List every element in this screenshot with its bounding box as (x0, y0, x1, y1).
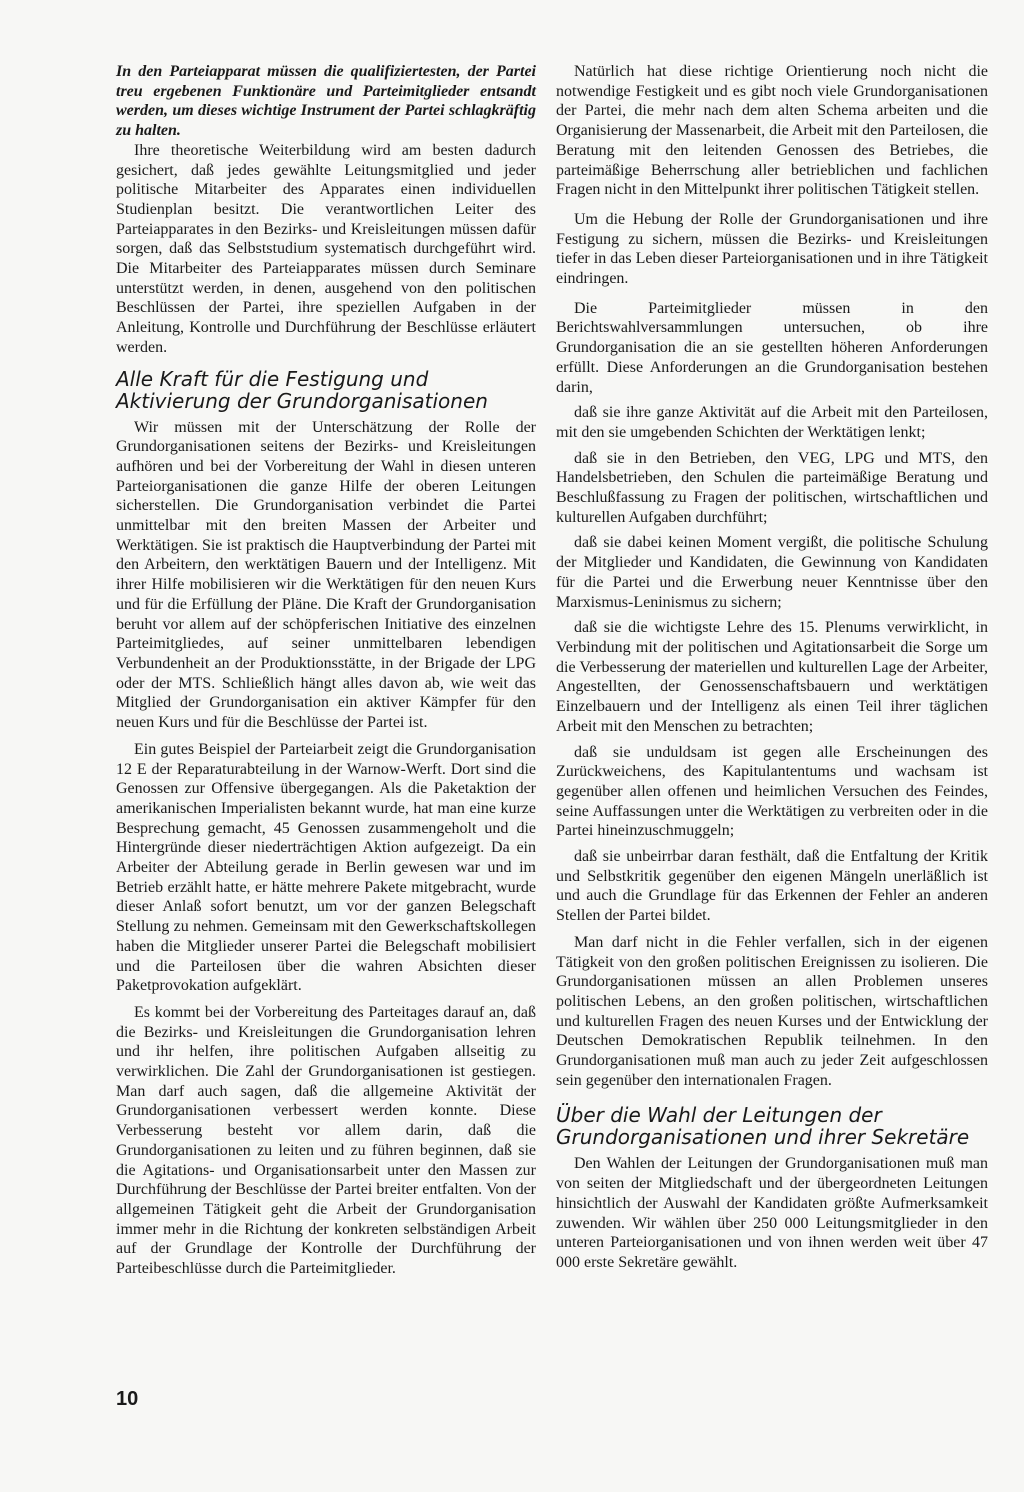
paragraph: Natürlich hat diese richtige Orientierung noch nicht die notwendige Festigkeit und es gibt noch viele Grundorganisationen der Partei, die mehr nach dem alten Schema arbeiten und die Organisierung der Massenarbeit, die Arbeit mit den Parteilosen, die Beratung mit den leitenden Genossen des Betriebes, die parteimäßige Beherrschung aller betrieblichen und fachlichen Fragen nicht in den Mittelpunkt ihrer politischen Tätigkeit stellen. (556, 63, 988, 199)
paragraph: Ihre theoretische Weiterbildung wird am besten dadurch gesichert, daß jedes gewählte Leitungsmitglied und jeder politische Mitarbeiter des Apparates einen individuellen Studienplan besitzt. Die verantwortlichen Leiter des Parteiapparates in den Bezirks- und Kreisleitungen müssen dafür sorgen, daß das Selbststudium systematisch durchgeführt wird. Die Mitarbeiter des Parteiapparates müssen durch Seminare unterstützt werden, in denen, ausgehend von den politischen Beschlüssen der Partei, ihre speziellen Aufgaben in der Anleitung, Kontrolle und Durchführung der Beschlüsse erläutert werden. (116, 141, 536, 356)
section-heading: Über die Wahl der Leitungen der Grundorganisationen und ihrer Sekretäre (556, 1103, 970, 1150)
right-column (556, 62, 988, 1279)
list-item: daß sie ihre ganze Aktivität auf die Arbeit mit den Parteilosen, mit den sie umgebenden Schichten der Werktätigen lenkt; (556, 404, 988, 441)
paragraph: Den Wahlen der Leitungen der Grundorganisationen muß man von seiten der Mitgliedschaft und der übergeordneten Leitungen hinsichtlich der Auswahl der Kandidaten größte Aufmerksamkeit zuwenden. Wir wählen über 250 000 Leitungsmitglieder in den unteren Parteiorganisationen und von ihnen werden weit über 47 000 erste Sekretäre gewählt. (556, 1155, 988, 1271)
list-item: daß sie unbeirrbar daran festhält, daß die Entfaltung der Kritik und Selbstkritik gegenüber den eigenen Mängeln unerläßlich ist und auch die Grundlage für das Erkennen der Fehler an anderen Stellen der Partei bildet. (556, 848, 988, 925)
section-heading: Alle Kraft für die Festigung und Aktivierung der Grundorganisationen (116, 366, 488, 413)
list-item: daß sie dabei keinen Moment vergißt, die politische Schulung der Mitglieder und Kandidaten, die Gewinnung von Kandidaten für die Partei und die Erwerbung neuer Kenntnisse über den Marxismus-Leninismus zu sichern; (556, 534, 988, 611)
paragraph: Um die Hebung der Rolle der Grundorganisationen und ihre Festigung zu sichern, müssen die Bezirks- und Kreisleitungen tiefer in das Leben dieser Parteiorganisationen und in ihre Tätigkeit eindringen. (556, 210, 988, 288)
lead-paragraph: In den Parteiapparat müssen die qualifiziertesten, der Partei treu ergebenen Funktionäre und Parteimitglieder entsandt werden, um dieses wichtige Instrument der Partei schlagkräftig zu halten. (116, 63, 536, 140)
requirements-list (556, 403, 988, 926)
paragraph: Wir müssen mit der Unterschätzung der Rolle der Grundorganisationen seitens der Bezirks- und Kreisleitungen aufhören und bei der Vorbereitung der Wahl in diesen unteren Parteiorganisationen die ganze Hilfe der oberen Leitungen sicherstellen. Die Grundorganisation verbindet die Partei unmittelbar mit den breiten Massen der Arbeiter und Werktätigen. Sie ist praktisch die Hauptverbindung der Partei mit den Arbeitern, den werktätigen Bauern und der Intelligenz. Mit ihrer Hilfe mobilisieren wir die Werktätigen für den neuen Kurs und für die Erfüllung der Pläne. Die Kraft der Grundorganisation beruht vor allem auf der schöpferischen Initiative des einzelnen Parteimitgliedes, auf seiner unmittelbaren lebendigen Verbundenheit an der Produktionsstätte, in der Brigade der LPG oder der MTS. Schließlich hängt alles davon ab, wie weit das Mitglied der Grundorganisation ein aktiver Kämpfer für den neuen Kurs und für die Beschlüsse der Partei ist. (116, 418, 536, 732)
paragraph: Man darf nicht in die Fehler verfallen, sich in der eigenen Tätigkeit von den großen politischen Ereignissen zu isolieren. Die Grundorganisationen müssen an allen Problemen unseres politischen Lebens, an den großen politischen, wirtschaftlichen und kulturellen Fragen des neuen Kurses und der Entwicklung der Deutschen Demokratischen Republik teilnehmen. In den Grundorganisationen muß man auch zu jeder Zeit aufgeschlossen sein gegenüber den internationalen Fragen. (556, 933, 988, 1089)
page-number: 10 (116, 1388, 139, 1410)
left-column (116, 62, 536, 1279)
paragraph: Ein gutes Beispiel der Parteiarbeit zeigt die Grundorganisation 12 E der Reparaturabteilung in der Warnow-Werft. Dort sind die Genossen zur Offensive übergegangen. Als die Paketaktion der amerikanischen Imperialisten bekannt wurde, hat man eine kurze Besprechung gemacht, 45 Genossen zusammengeholt und die Hintergründe dieser niederträchtigen Aktion aufgezeigt. Da ein Arbeiter der Abteilung gerade in Berlin gewesen war und im Betrieb erzählt hatte, er hätte mehrere Pakete mitgebracht, wurde dieser Anlaß sofort benutzt, um vor der ganzen Belegschaft Stellung zu nehmen. Gemeinsam mit den Gewerkschaftskollegen haben die Mitglieder unserer Partei die Belegschaft mobilisiert und die Parteilosen über die wahren Absichten dieser Paketprovokation aufgeklärt. (116, 740, 536, 995)
paragraph: Es kommt bei der Vorbereitung des Parteitages darauf an, daß die Bezirks- und Kreisleitungen die Grundorganisation lehren und ihr helfen, ihre politischen Aufgaben allseitig zu verwirklichen. Die Zahl der Grundorganisationen ist gestiegen. Man darf auch sagen, daß die allgemeine Aktivität der Grundorganisationen verbessert werden konnte. Diese Verbesserung besteht vor allem darin, daß die Grundorganisationen zu leiten und zu führen beginnen, daß sie die Agitations- und Organisationsarbeit unter den Massen zur Durchführung der Beschlüsse der Partei breiter entfalten. Von der allgemeinen Tätigkeit geht die Arbeit der Grundorganisation immer mehr in die Richtung der konkreten selbständigen Arbeit auf der Grundlage der Kontrolle der Durchführung der Parteibeschlüsse durch die Parteimitglieder. (116, 1003, 536, 1278)
list-item: daß sie in den Betrieben, den VEG, LPG und MTS, den Handelsbetrieben, den Schulen die parteimäßige Beratung und Beschlußfassung zu Fragen der politischen, wirtschaftlichen und kulturellen Aufgaben durchführt; (556, 449, 988, 526)
paragraph: Die Parteimitglieder müssen in den Berichtswahlversammlungen untersuchen, ob ihre Grundorganisation die an sie gestellten höheren Anforderungen erfüllt. Diese Anforderungen an die Grundorganisation bestehen darin, (556, 299, 988, 396)
list-item: daß sie die wichtigste Lehre des 15. Plenums verwirklicht, in Verbindung mit der politischen und Agitationsarbeit die Sorge um die Verbesserung der materiellen und kulturellen Lage der Arbeiter, Angestellten, der Genossenschaftsbauern und werktätigen Einzelbauern und der Intelligenz als einen Teil ihrer täglichen Arbeit mit den Menschen zu betrachten; (556, 619, 988, 735)
list-item: daß sie unduldsam ist gegen alle Erscheinungen des Zurückweichens, des Kapitulantentums und wachsam ist gegenüber allen offenen und heimlichen Versuchen des Feindes, seine Auffassungen unter die Werktätigen zu verbreiten oder in die Partei hineinzuschmuggeln; (556, 743, 988, 840)
